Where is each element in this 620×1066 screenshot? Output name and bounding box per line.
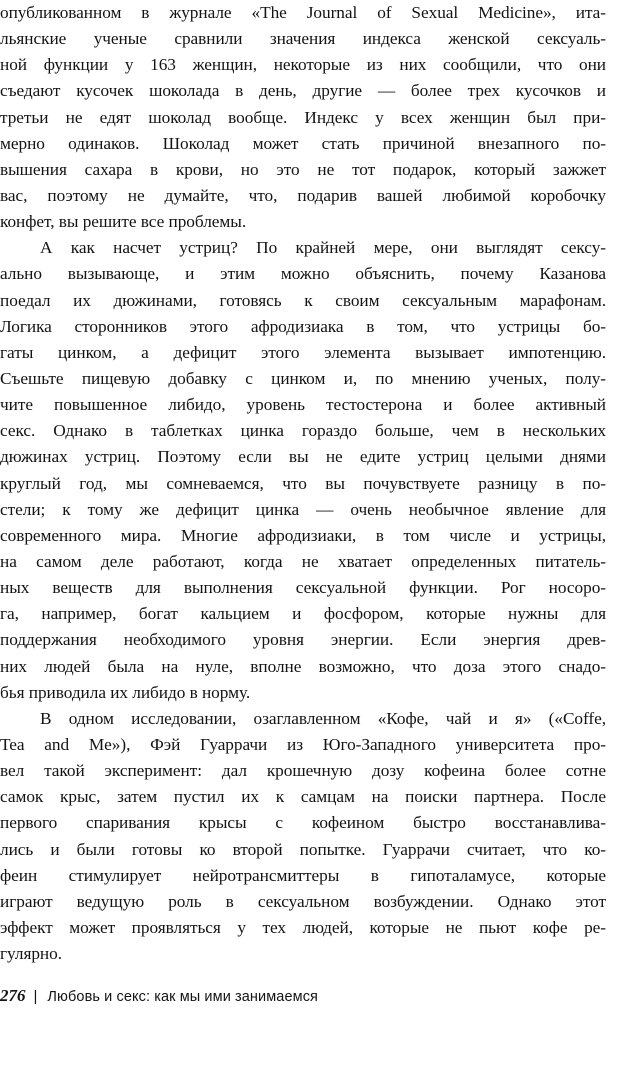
- text-line: играют ведущую роль в сексуальном возбуждении. Однако этот: [0, 891, 606, 911]
- text-line: съедают кусочек шоколада в день, другие — более трех кусочков и: [0, 81, 606, 101]
- text-line: гулярно.: [0, 944, 62, 964]
- text-line: секс. Однако в таблетках цинка гораздо больше, чем в нескольких: [0, 421, 606, 441]
- text-line: вышения сахара в крови, но это не тот подарок, который зажжет: [0, 159, 606, 179]
- text-line: опубликованном в журнале «The Journal of Sexual Medicine», ита-: [0, 3, 606, 22]
- text-line: ной функции у 163 женщин, некоторые из них сообщили, что они: [0, 55, 606, 75]
- page-footer: [0, 986, 318, 1010]
- text-line: дюжинах устриц. Поэтому если вы не едите устриц целыми днями: [0, 447, 606, 467]
- text-line: феин стимулирует нейротрансмиттеры в гипоталамусе, которые: [0, 865, 606, 885]
- text-line: эффект может проявляться у тех людей, которые не пьют кофе ре-: [0, 917, 606, 937]
- text-line: бья приводила их либидо в норму.: [0, 682, 251, 702]
- paragraph: [0, 0, 606, 235]
- text-line: ально вызывающе, и этим можно объяснить, почему Казанова: [0, 264, 606, 284]
- paragraph: [0, 706, 606, 967]
- text-line: В одном исследовании, озаглавленном «Кофе, чай и я» («Coffe,: [40, 708, 606, 728]
- text-line: поддержания необходимого уровня энергии. Если энергия древ-: [0, 630, 606, 650]
- text-line: конфет, вы решите все проблемы.: [0, 212, 247, 232]
- text-line: гаты цинком, а дефицит этого элемента вызывает импотенцию.: [0, 342, 606, 362]
- footer-separator: |: [33, 988, 38, 1005]
- text-line: на самом деле работают, когда не хватает определенных питатель-: [0, 551, 606, 571]
- text-line: них людей была на нуле, вполне возможно, что доза этого снадо-: [0, 656, 606, 676]
- text-line: современного мира. Многие афродизиаки, в том числе и устрицы,: [0, 525, 606, 545]
- text-line: мерно одинаков. Шоколад может стать причиной внезапного по-: [0, 133, 606, 153]
- text-line: стели; к тому же дефицит цинка — очень необычное явление для: [0, 499, 606, 519]
- text-line: самок крыс, затем пустил их к самцам на поиски партнера. После: [0, 787, 606, 807]
- text-line: первого спаривания крысы с кофеином быстро восстанавлива-: [0, 813, 606, 833]
- text-line: поедал их дюжинами, готовясь к своим сексуальным марафонам.: [0, 290, 606, 310]
- page-number: 276: [0, 986, 26, 1005]
- text-line: А как насчет устриц? По крайней мере, они выглядят сексу-: [40, 238, 606, 258]
- text-line: круглый год, мы сомневаемся, что вы почувствуете разницу в по-: [0, 473, 606, 493]
- paragraph: [0, 235, 606, 706]
- running-title: Любовь и секс: как мы ими занимаемся: [47, 989, 319, 1005]
- text-line: ных веществ для выполнения сексуальной функции. Рог носоро-: [0, 578, 606, 598]
- text-line: га, например, богат кальцием и фосфором, которые нужны для: [0, 604, 606, 624]
- text-line: чите повышенное либидо, уровень тестостерона и более активный: [0, 395, 606, 415]
- text-line: лись и были готовы ко второй попытке. Гуаррачи считает, что ко-: [0, 839, 606, 859]
- text-line: вас, поэтому не думайте, что, подарив вашей любимой коробочку: [0, 185, 606, 205]
- text-line: Tea and Me»), Фэй Гуаррачи из Юго-Западного университета про-: [0, 734, 606, 754]
- text-line: третьи не едят шоколад вообще. Индекс у всех женщин был при-: [0, 107, 606, 127]
- text-line: Логика сторонников этого афродизиака в том, что устрицы бо-: [0, 316, 606, 336]
- text-line: Съешьте пищевую добавку с цинком и, по мнению ученых, полу-: [0, 368, 606, 388]
- text-line: льянские ученые сравнили значения индекса женской сексуаль-: [0, 29, 606, 49]
- text-line: вел такой эксперимент: дал крошечную дозу кофеина более сотне: [0, 761, 606, 781]
